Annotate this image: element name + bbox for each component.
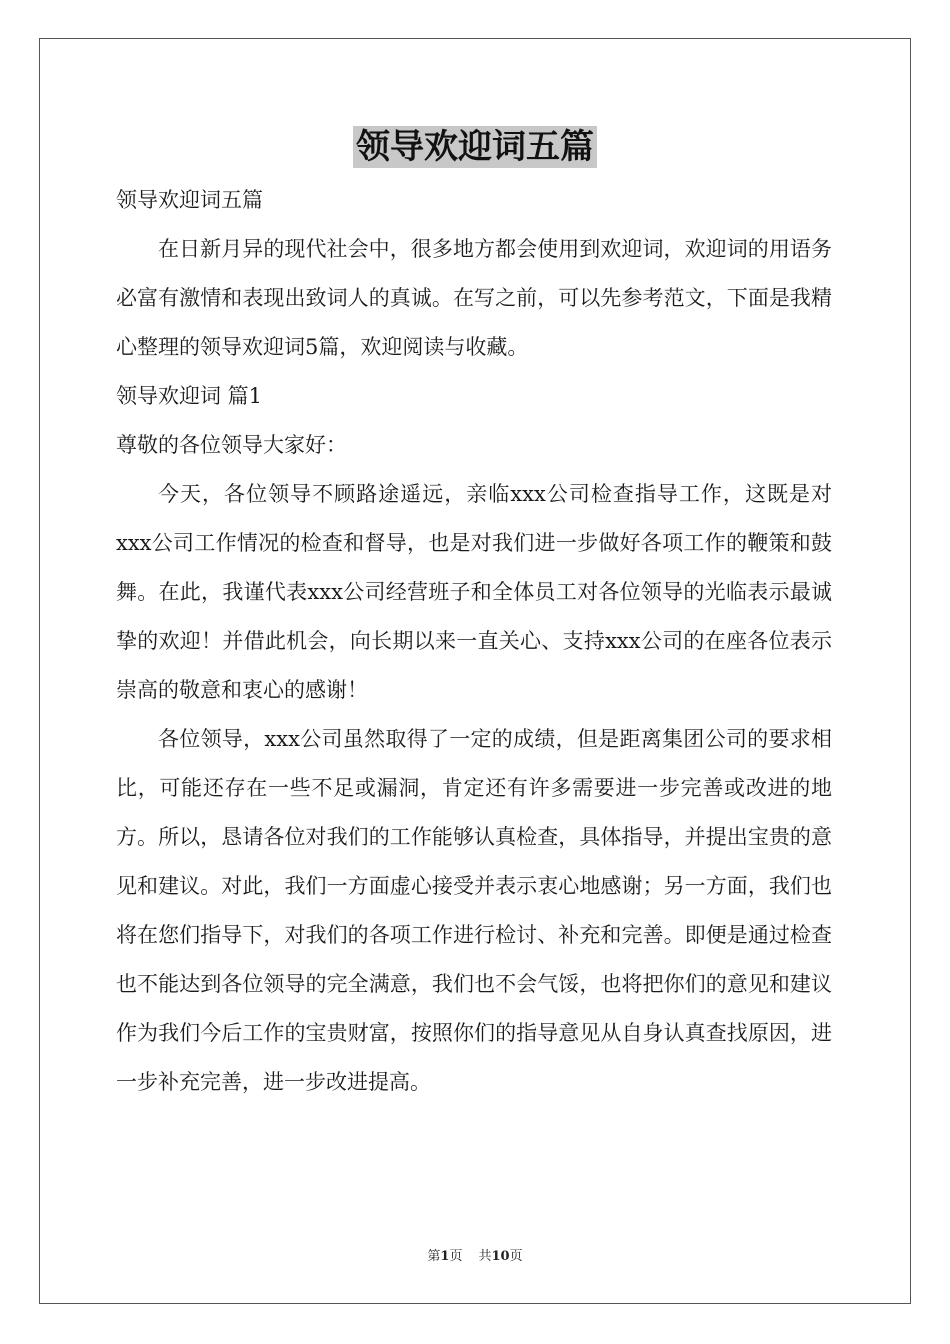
page-label-prefix: 第: [427, 1249, 441, 1264]
salutation: 尊敬的各位领导大家好：: [116, 433, 347, 457]
total-label-prefix: 共: [478, 1249, 492, 1264]
paragraph: 各位领导，xxx公司虽然取得了一定的成绩，但是距离集团公司的要求相比，可能还存在一些不足或漏洞，肯定还有许多需要进一步完善或改进的地方。所以，恳请各位对我们的工作能够认真检查，具体指导，并提出宝贵的意见和建议。对此，我们一方面虚心接受并表示衷心地感谢；另一方面，我们也将在您们指导下，对我们的各项工作进行检讨、补充和完善。即便是通过检查也不能达到各位领导的完全满意，我们也不会气馁，也将把你们的意见和建议作为我们今后工作的宝贵财富，按照你们的指导意见从自身认真查找原因，进一步补充完善，进一步改进提高。: [116, 727, 832, 1094]
title-container: [0, 126, 950, 168]
paragraph: 今天，各位领导不顾路途遥远，亲临xxx公司检查指导工作，这既是对xxx公司工作情况的检查和督导，也是对我们进一步做好各项工作的鞭策和鼓舞。在此，我谨代表xxx公司经营班子和全体员工对各位领导的光临表示最诚挚的欢迎！并借此机会，向长期以来一直关心、支持xxx公司的在座各位表示崇高的敬意和衷心的感谢！: [116, 482, 832, 702]
paragraph: 在日新月异的现代社会中，很多地方都会使用到欢迎词，欢迎词的用语务必富有激情和表现出致词人的真诚。在写之前，可以先参考范文，下面是我精心整理的领导欢迎词5篇，欢迎阅读与收藏。: [116, 237, 832, 359]
total-page-number: 10: [491, 1249, 510, 1264]
document-body: [116, 176, 832, 1107]
paragraph: 领导欢迎词五篇: [116, 188, 263, 212]
page-label-suffix: 页: [449, 1249, 463, 1264]
section-heading: 领导欢迎词 篇1: [116, 384, 263, 408]
total-label-suffix: 页: [509, 1249, 523, 1264]
current-page-number: 1: [440, 1249, 450, 1264]
document-title: 领导欢迎词五篇: [353, 126, 597, 168]
page-footer: [0, 1248, 950, 1266]
